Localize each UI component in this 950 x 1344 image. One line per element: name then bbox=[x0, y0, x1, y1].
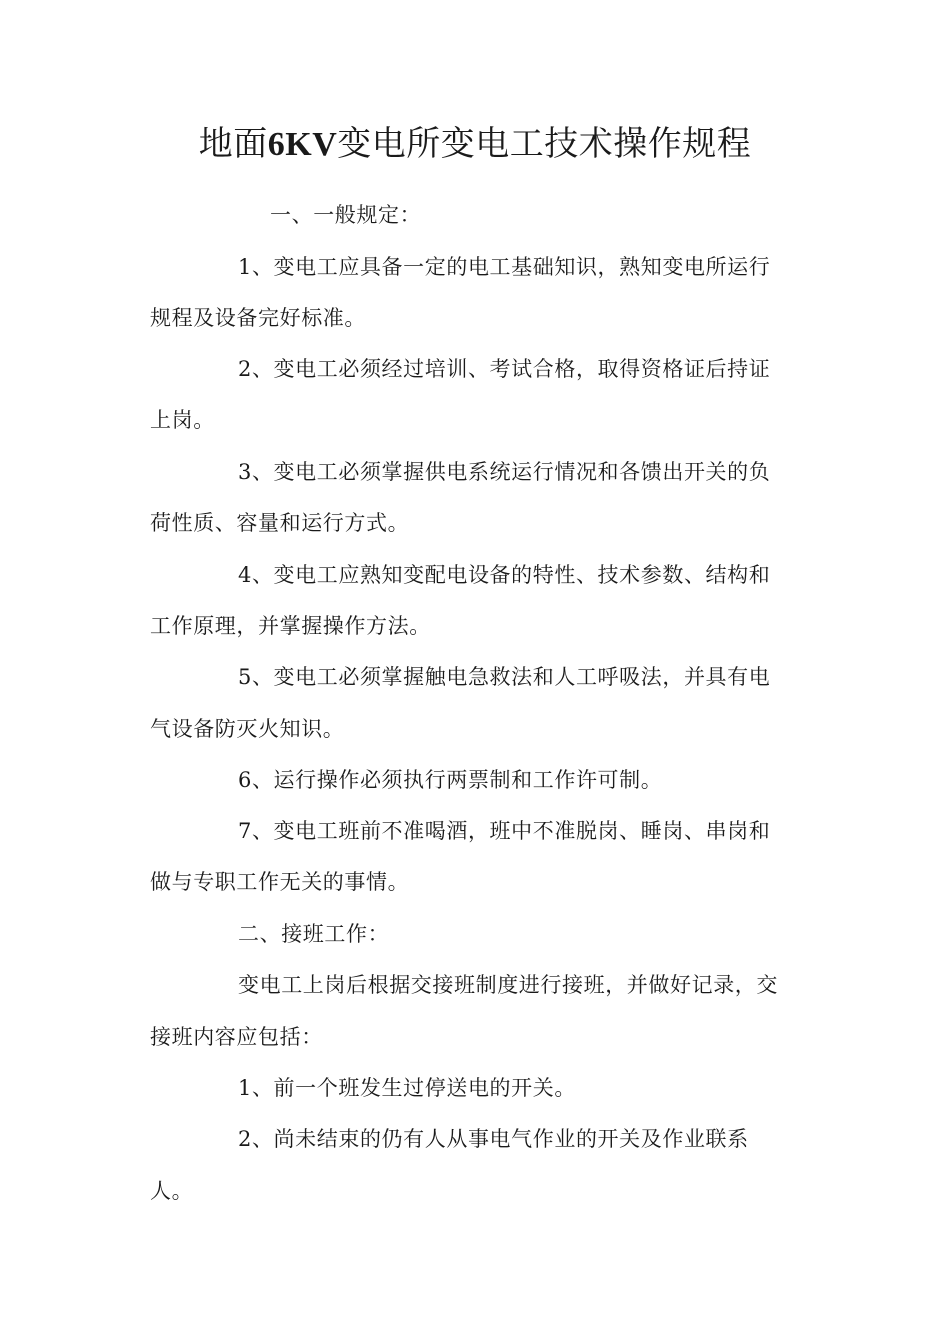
paragraph-line: 气设备防灭火知识。 bbox=[150, 717, 345, 741]
document-title bbox=[0, 118, 950, 171]
paragraph-line: 2、变电工必须经过培训、考试合格，取得资格证后持证 bbox=[238, 357, 771, 381]
paragraph-line: 4、变电工应熟知变配电设备的特性、技术参数、结构和 bbox=[238, 563, 771, 587]
paragraph-line: 接班内容应包括： bbox=[150, 1025, 323, 1049]
paragraph-line: 1、变电工应具备一定的电工基础知识，熟知变电所运行 bbox=[238, 255, 771, 279]
paragraph-line: 2、尚未结束的仍有人从事电气作业的开关及作业联系 bbox=[238, 1127, 749, 1151]
title-suffix: 变电所变电工技术操作规程 bbox=[337, 124, 752, 164]
paragraph-line: 1、前一个班发生过停送电的开关。 bbox=[238, 1076, 576, 1100]
title-bold-part: 6KV bbox=[267, 126, 338, 163]
paragraph-line: 6、运行操作必须执行两票制和工作许可制。 bbox=[238, 768, 663, 792]
paragraph-line: 3、变电工必须掌握供电系统运行情况和各馈出开关的负 bbox=[238, 460, 771, 484]
paragraph-line: 5、变电工必须掌握触电急救法和人工呼吸法，并具有电 bbox=[238, 665, 771, 689]
paragraph-line: 工作原理，并掌握操作方法。 bbox=[150, 614, 431, 638]
paragraph-line: 变电工上岗后根据交接班制度进行接班，并做好记录，交 bbox=[238, 973, 778, 997]
paragraph-line: 上岗。 bbox=[150, 408, 215, 432]
title-prefix: 地面 bbox=[198, 124, 268, 164]
paragraph-line: 人。 bbox=[150, 1179, 194, 1203]
section-heading: 一、一般规定： bbox=[270, 203, 422, 227]
paragraph-line: 规程及设备完好标准。 bbox=[150, 306, 366, 330]
paragraph-line: 做与专职工作无关的事情。 bbox=[150, 870, 410, 894]
section-heading: 二、接班工作： bbox=[238, 922, 390, 946]
paragraph-line: 7、变电工班前不准喝酒，班中不准脱岗、睡岗、串岗和 bbox=[238, 819, 771, 843]
paragraph-line: 荷性质、容量和运行方式。 bbox=[150, 511, 410, 535]
